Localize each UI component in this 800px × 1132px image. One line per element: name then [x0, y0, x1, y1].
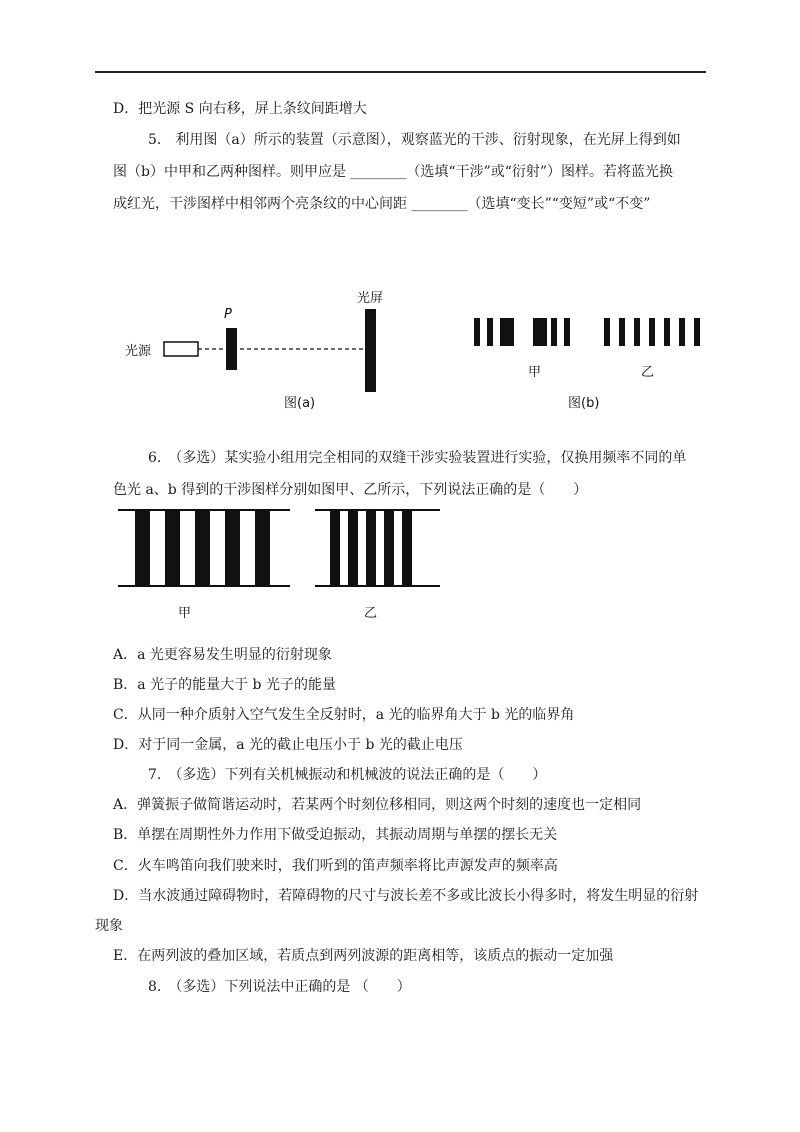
dark-fringe [402, 510, 412, 586]
pattern-yi-q6 [315, 510, 440, 586]
q7-option-e: E．在两列波的叠加区域，若质点到两列波源的距离相等，该质点的振动一定加强 [113, 948, 614, 964]
q7-option-d-continued: 现象 [95, 918, 123, 934]
q6-text-line1: 6. （多选）某实验小组用完全相同的双缝干涉实验装置进行实验，仅换用频率不同的单 [148, 450, 687, 466]
dark-fringe [366, 510, 376, 586]
q5-figure-a [120, 282, 400, 417]
fringe [649, 318, 655, 346]
q6-option-c: C．从同一种介质射入空气发生全反射时，a 光的临界角大于 b 光的临界角 [113, 707, 575, 723]
p-label: P [224, 307, 232, 322]
q6-figure [118, 506, 448, 626]
q5-text-line2: 图（b）中甲和乙两种图样。则甲应是 ________（选填“干涉”或“衍射”）图样。若将蓝光换 [113, 164, 674, 180]
pattern-yi [604, 318, 700, 346]
figure-a-caption: 图(a) [284, 396, 316, 411]
fringe [500, 318, 514, 346]
q7-option-d: D．当水波通过障碍物时，若障碍物的尺寸与波长差不多或比波长小得多时，将发生明显的衍射 [113, 888, 699, 904]
fringe [664, 318, 670, 346]
dark-fringe [384, 510, 394, 586]
dark-fringe [195, 510, 210, 586]
pattern-jia [474, 318, 570, 346]
prev-question-option-d: D．把光源 S 向右移，屏上条纹间距增大 [113, 101, 367, 117]
light-source-box [164, 342, 198, 356]
dark-fringe [348, 510, 358, 586]
q6-label-jia: 甲 [178, 606, 192, 621]
q6-option-a: A．a 光更容易发生明显的衍射现象 [113, 647, 332, 663]
pattern-yi-label: 乙 [641, 365, 655, 380]
figure-b-caption: 图(b) [568, 396, 600, 411]
fringe [551, 318, 557, 346]
dark-fringe [255, 510, 270, 586]
slit-plate-p [226, 328, 237, 370]
q5-text-line1: 5. 利用图（a）所示的装置（示意图），观察蓝光的干涉、衍射现象，在光屏上得到如 [148, 132, 681, 148]
dark-fringe [225, 510, 240, 586]
fringe [474, 318, 480, 346]
fringe [487, 318, 493, 346]
q7-text-line1: 7. （多选）下列有关机械振动和机械波的说法正确的是（ ） [148, 767, 547, 783]
light-source-label: 光源 [125, 344, 152, 359]
q7-option-a: A．弹簧振子做简谐运动时，若某两个时刻位移相同，则这两个时刻的速度也一定相同 [113, 797, 642, 813]
fringe [533, 318, 547, 346]
fringe [679, 318, 685, 346]
q5-text-line3: 成红光，干涉图样中相邻两个亮条纹的中心间距 ________（选填“变长”“变短”或“不变” [113, 196, 651, 212]
pattern-jia-label: 甲 [528, 365, 542, 380]
q5-figure-b [465, 310, 725, 415]
q8-text-line1: 8. （多选）下列说法中正确的是 （ ） [148, 979, 411, 995]
fringe [619, 318, 625, 346]
dark-fringe [165, 510, 180, 586]
page-top-rule [95, 71, 706, 73]
pattern-jia-q6 [118, 510, 290, 586]
light-screen [365, 309, 376, 392]
q7-option-c: C．火车鸣笛向我们驶来时，我们听到的笛声频率将比声源发声的频率高 [113, 858, 558, 874]
screen-label: 光屏 [357, 291, 384, 306]
dark-fringe [330, 510, 340, 586]
q7-option-b: B．单摆在周期性外力作用下做受迫振动，其振动周期与单摆的摆长无关 [113, 827, 558, 843]
q6-option-d: D．对于同一金属，a 光的截止电压小于 b 光的截止电压 [113, 737, 463, 753]
fringe [634, 318, 640, 346]
fringe [694, 318, 700, 346]
fringe [604, 318, 610, 346]
fringe [564, 318, 570, 346]
q6-label-yi: 乙 [364, 606, 378, 621]
q6-text-line2: 色光 a、b 得到的干涉图样分别如图甲、乙所示，下列说法正确的是（ ） [113, 482, 588, 498]
dark-fringe [135, 510, 150, 586]
q6-option-b: B．a 光子的能量大于 b 光子的能量 [113, 677, 336, 693]
